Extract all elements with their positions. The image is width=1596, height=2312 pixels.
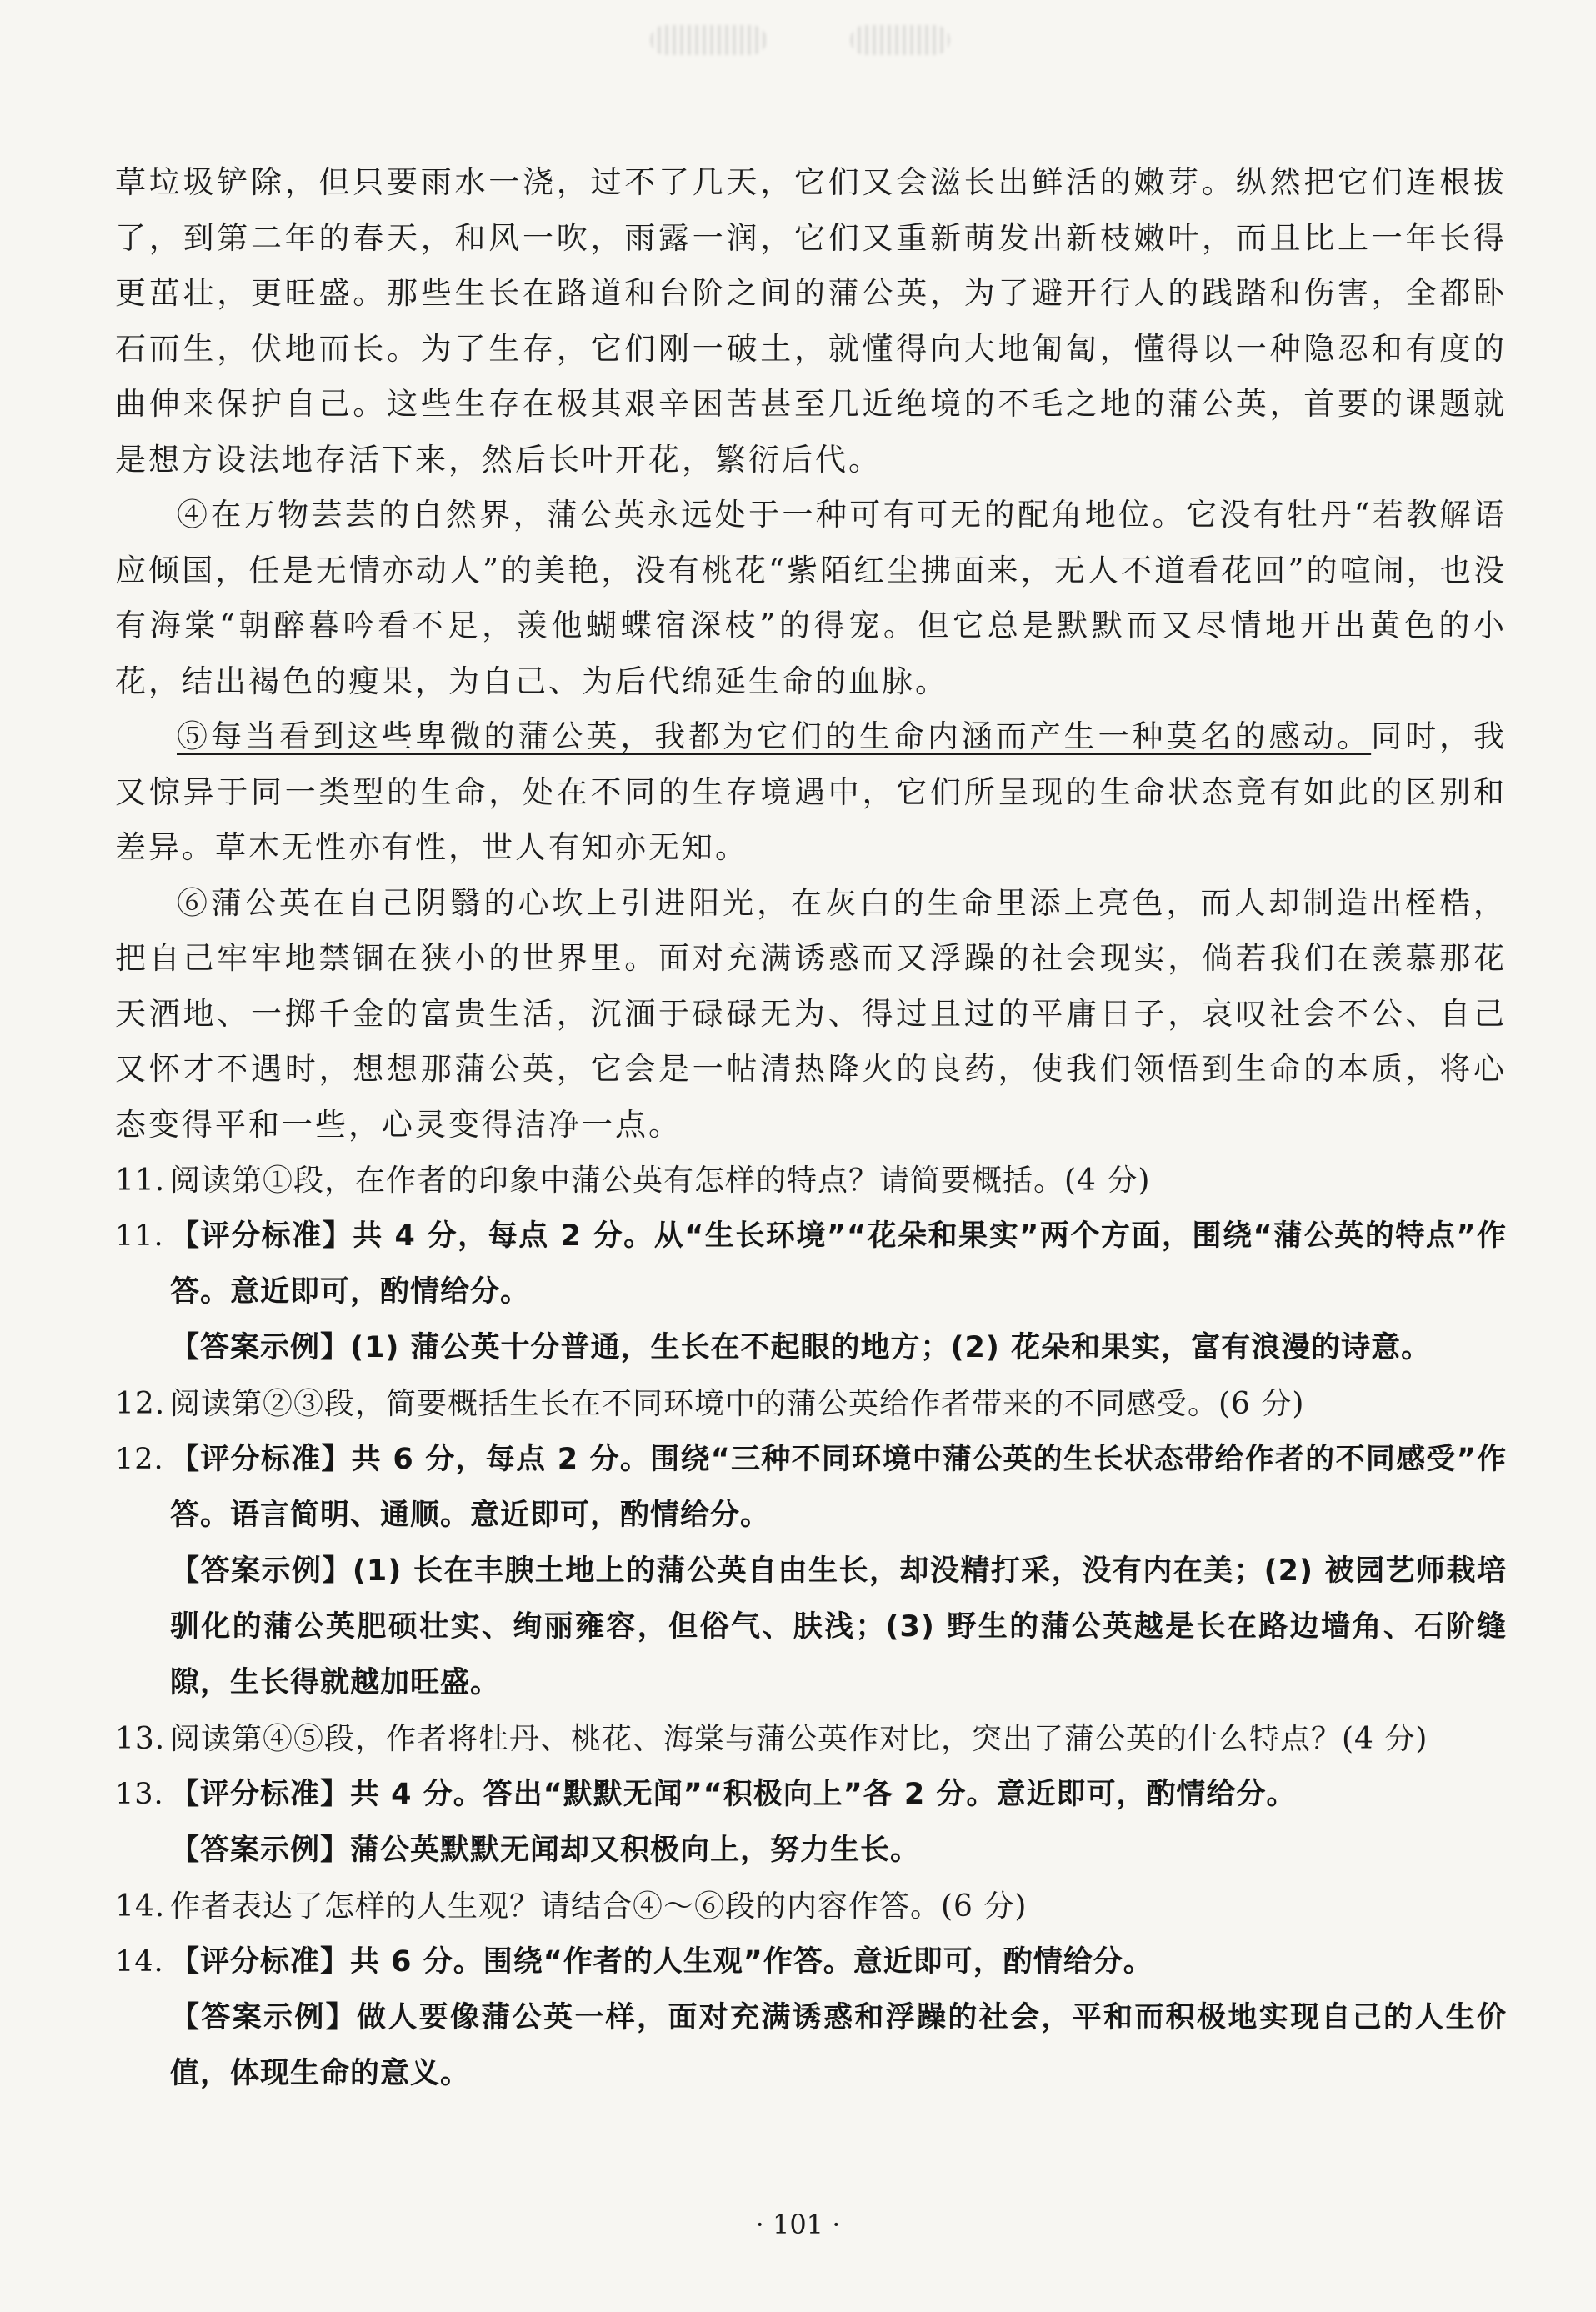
passage-paragraph-4: ④在万物芸芸的自然界，蒲公英永远处于一种可有可无的配角地位。它没有牡丹“若教解语应倾国，任是无情亦动人”的美艳，没有桃花“紫陌红尘拂面来，无人不道看花回”的喧闹，也没有海棠“朝醉暮吟看不足，羡他蝴蝶宿深枝”的得宠。但它总是默默而又尽情地开出黄色的小花，结出褐色的瘦果，为自己、为后代绵延生命的血脉。	[115, 497, 1507, 699]
answer-number: 13.	[115, 1778, 164, 1811]
underlined-sentence: ⑤每当看到这些卑微的蒲公英，我都为它们的生命内涵而产生一种莫名的感动。	[177, 718, 1372, 754]
scan-smudge	[650, 25, 767, 55]
scan-smudge	[850, 25, 950, 55]
answer-number: 14.	[115, 1945, 164, 1979]
question-12	[115, 1376, 1507, 1432]
scoring-standard: 【评分标准】共 4 分。答出“默默无闻”“积极向上”各 2 分。意近即可，酌情给分。	[170, 1778, 1297, 1811]
question-text: 阅读第④⑤段，作者将牡丹、桃花、海棠与蒲公英作对比，突出了蒲公英的什么特点？(4 分)	[170, 1722, 1428, 1756]
question-14	[115, 1879, 1507, 1934]
page-content	[115, 155, 1507, 2102]
answer-11-example: 【答案示例】(1) 蒲公英十分普通，生长在不起眼的地方；(2) 花朵和果实，富有浪漫的诗意。	[170, 1331, 1432, 1364]
page-number: · 101 ·	[755, 2209, 841, 2240]
answer-12-standard	[115, 1432, 1507, 1544]
answer-number: 12.	[115, 1443, 164, 1476]
answer-12-example: 【答案示例】(1) 长在丰腴土地上的蒲公英自由生长，却没精打采，没有内在美；(2) 被园艺师栽培驯化的蒲公英肥硕壮实、绚丽雍容，但俗气、肤浅；(3) 野生的蒲公英越是长在路边墙角、石阶缝隙，生长得就越加旺盛。	[170, 1554, 1507, 1699]
passage-paragraph-3-continued: 草垃圾铲除，但只要雨水一浇，过不了几天，它们又会滋长出鲜活的嫩芽。纵然把它们连根拔了，到第二年的春天，和风一吹，雨露一润，它们又重新萌发出新枝嫩叶，而且比上一年长得更茁壮，更旺盛。那些生长在路道和台阶之间的蒲公英，为了避开行人的践踏和伤害，全都卧石而生，伏地而长。为了生存，它们刚一破土，就懂得向大地匍匐，懂得以一种隐忍和有度的曲伸来保护自己。这些生存在极其艰辛困苦甚至几近绝境的不毛之地的蒲公英，首要的课题就是想方设法地存活下来，然后长叶开花，繁衍后代。	[115, 164, 1507, 478]
answer-number: 11.	[115, 1219, 164, 1253]
passage-paragraph-5	[115, 709, 1507, 876]
passage-paragraph-6: ⑥蒲公英在自己阴翳的心坎上引进阳光，在灰白的生命里添上亮色，而人却制造出桎梏，把自己牢牢地禁锢在狭小的世界里。面对充满诱惑而又浮躁的社会现实，倘若我们在羡慕那花天酒地、一掷千金的富贵生活，沉湎于碌碌无为、得过且过的平庸日子，哀叹社会不公、自己又怀才不遇时，想想那蒲公英，它会是一帖清热降火的良药，使我们领悟到生命的本质，将心态变得平和一些，心灵变得洁净一点。	[115, 884, 1507, 1143]
answer-13-example: 【答案示例】蒲公英默默无闻却又积极向上，努力生长。	[170, 1834, 921, 1867]
question-number: 11.	[115, 1164, 166, 1198]
question-text: 作者表达了怎样的人生观？请结合④～⑥段的内容作答。(6 分)	[170, 1889, 1028, 1924]
answer-13-standard	[115, 1767, 1507, 1823]
answer-14-example: 【答案示例】做人要像蒲公英一样，面对充满诱惑和浮躁的社会，平和而积极地实现自己的人生价值，体现生命的意义。	[170, 2001, 1507, 2090]
answer-11-standard	[115, 1209, 1507, 1320]
question-text: 阅读第②③段，简要概括生长在不同环境中的蒲公英给作者带来的不同感受。(6 分)	[170, 1387, 1305, 1421]
question-number: 12.	[115, 1387, 166, 1421]
scoring-standard: 【评分标准】共 6 分。围绕“作者的人生观”作答。意近即可，酌情给分。	[170, 1945, 1153, 1979]
question-number: 13.	[115, 1722, 166, 1756]
question-text: 阅读第①段，在作者的印象中蒲公英有怎样的特点？请简要概括。(4 分)	[170, 1164, 1151, 1198]
paragraph-5-rest: 同时，我又惊异于同一类型的生命，处在不同的生存境遇中，它们所呈现的生命状态竟有如此的区别和差异。草木无性亦有性，世人有知亦无知。	[115, 718, 1507, 865]
answer-14-standard	[115, 1934, 1507, 1990]
scoring-standard: 【评分标准】共 6 分，每点 2 分。围绕“三种不同环境中蒲公英的生长状态带给作者的不同感受”作答。语言简明、通顺。意近即可，酌情给分。	[170, 1443, 1507, 1532]
question-13	[115, 1711, 1507, 1767]
scoring-standard: 【评分标准】共 4 分，每点 2 分。从“生长环境”“花朵和果实”两个方面，围绕“蒲公英的特点”作答。意近即可，酌情给分。	[170, 1219, 1507, 1309]
question-11	[115, 1153, 1507, 1209]
question-number: 14.	[115, 1889, 166, 1924]
